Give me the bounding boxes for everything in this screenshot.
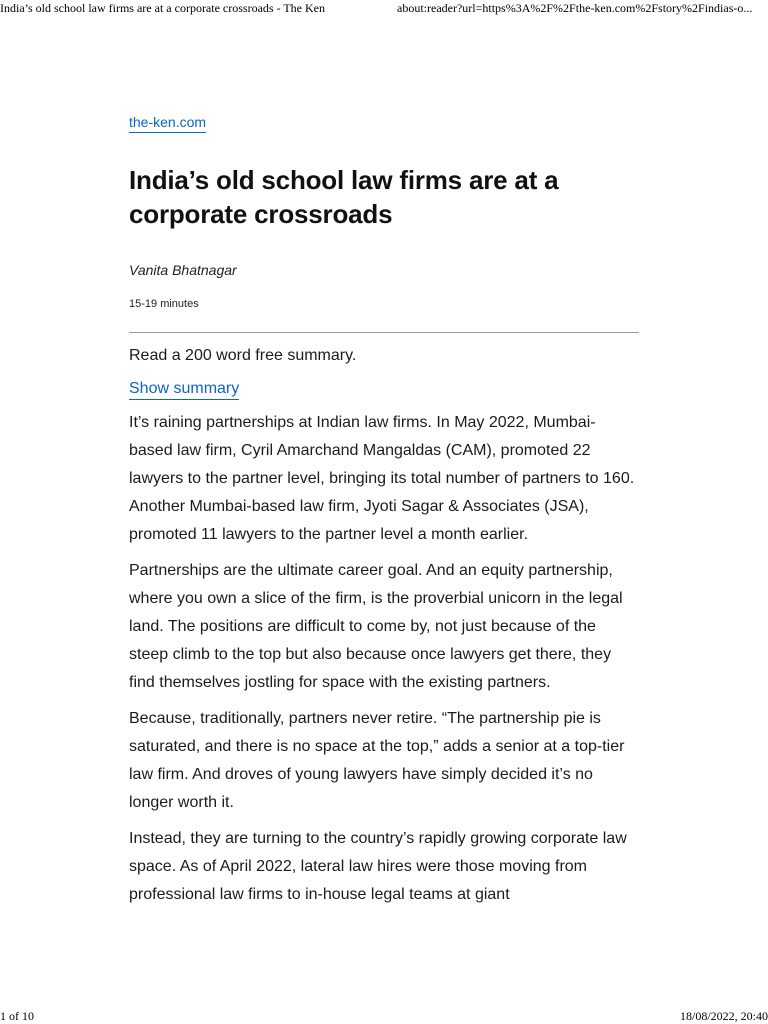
reader-article: [129, 113, 639, 909]
article-paragraph: Instead, they are turning to the country’s rapidly growing corporate law space. As of April 2022, lateral law hires were those moving from professional law firms to in-house legal teams at giant: [129, 830, 627, 903]
reading-time: 15-19 minutes: [129, 298, 199, 310]
print-datetime: 18/08/2022, 20:40: [679, 1009, 768, 1023]
article-title: India’s old school law firms are at a corporate crossroads: [129, 165, 559, 229]
article-paragraph: Partnerships are the ultimate career goal. And an equity partnership, where you own a slice of the firm, is the proverbial unicorn in the legal land. The positions are difficult to come by, not just because of the steep climb to the top but also because once lawyers get there, they find themselves jostling for space with the existing partners.: [129, 562, 623, 691]
print-page-title: India’s old school law firms are at a corporate crossroads - The Ken: [0, 1, 326, 15]
print-footer: [0, 1008, 768, 1024]
article-author: Vanita Bhatnagar: [129, 262, 237, 278]
page-counter: 1 of 10: [0, 1009, 34, 1023]
print-header: [0, 0, 768, 16]
summary-intro: Read a 200 word free summary.: [129, 347, 357, 364]
source-domain-link[interactable]: the-ken.com: [129, 113, 206, 133]
show-summary-link[interactable]: Show summary: [129, 379, 239, 400]
article-paragraph: Because, traditionally, partners never retire. “The partnership pie is saturated, and there is no space at the top,” adds a senior at a top-tier law firm. And droves of young lawyers have simply decided it’s no longer worth it.: [129, 710, 625, 811]
header-divider: [129, 332, 639, 333]
print-url: about:reader?url=https%3A%2F%2Fthe-ken.com%2Fstory%2Findias-o...: [397, 1, 753, 15]
article-paragraph: It’s raining partnerships at Indian law firms. In May 2022, Mumbai-based law firm, Cyril Amarchand Mangaldas (CAM), promoted 22 lawyers to the partner level, bringing its total number of partners to 160. Another Mumbai-based law firm, Jyoti Sagar & Associates (JSA), promoted 11 lawyers to the partner level a month earlier.: [129, 414, 635, 543]
